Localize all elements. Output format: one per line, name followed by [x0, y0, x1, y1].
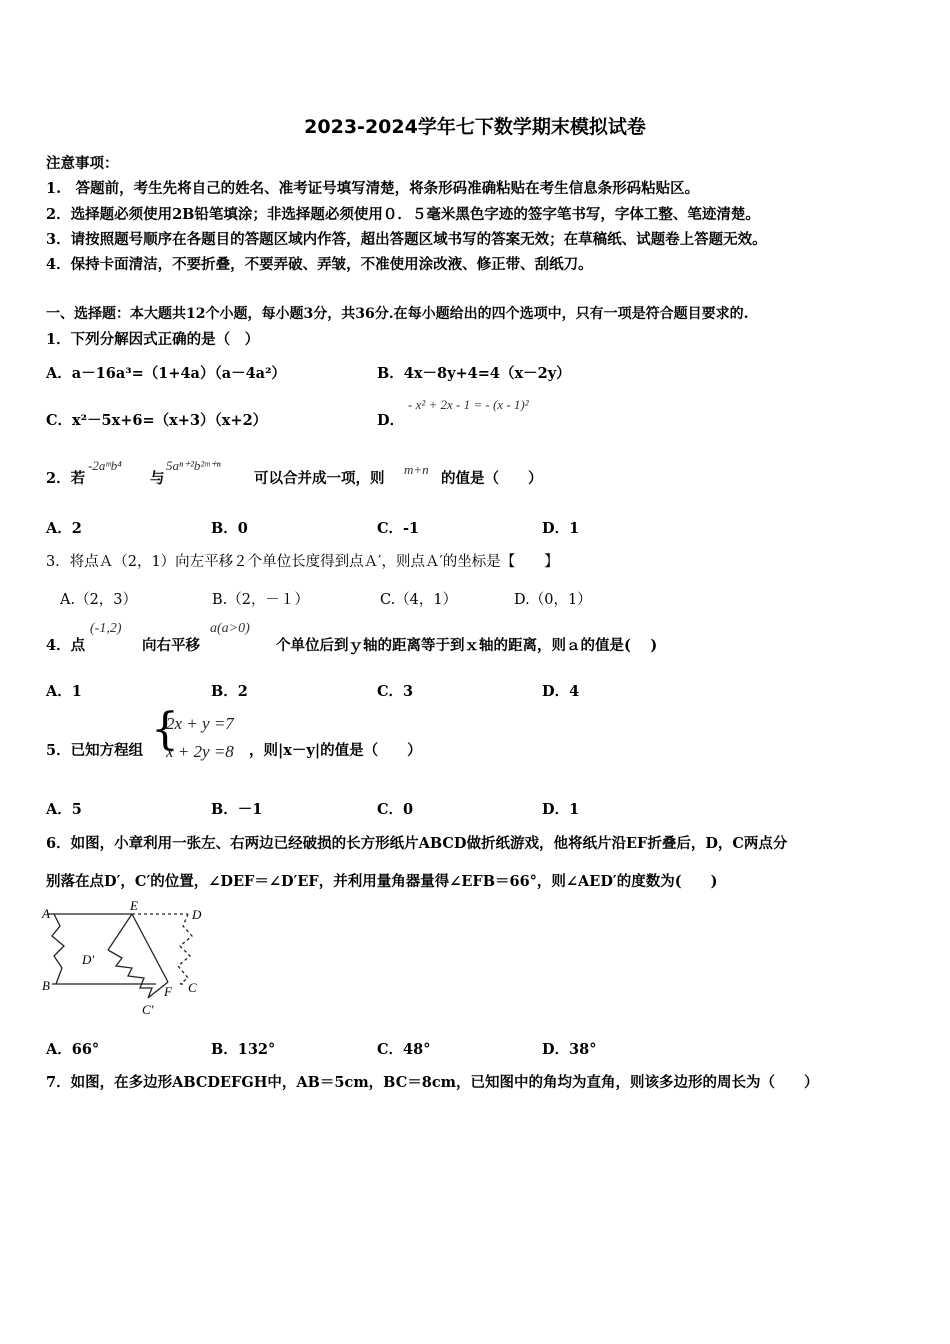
- q1-option-b: B．4x－8y+4=4（x－2y）: [377, 365, 571, 382]
- q5-stem-part2: ，则|x－y|的值是（ ）: [249, 742, 422, 759]
- q4-math-point: (-1,2): [90, 621, 122, 636]
- q2-math-term2: 5aⁿ⁺²b²ᵐ⁺ⁿ: [166, 458, 221, 473]
- q4-stem-part3: 个单位后到ｙ轴的距离等于到ｘ轴的距离，则ａ的值是( ): [276, 637, 658, 654]
- q6-figure-label-d-prime: D': [82, 952, 95, 967]
- q3-option-b: B.（2，－１）: [212, 592, 309, 608]
- q3-option-c: C.（4，1）: [380, 592, 458, 608]
- q2-math-term3: m+n: [404, 462, 429, 477]
- q5-stem-part1: 5．已知方程组: [46, 742, 144, 759]
- q2-stem-part4: 的值是（ ）: [441, 470, 543, 487]
- q4-option-c: C．3: [377, 683, 414, 700]
- q6-figure-label-c: C: [188, 980, 197, 995]
- q6-option-c: C．48°: [377, 1041, 431, 1058]
- notice-item-4: 4．保持卡面清洁，不要折叠，不要弄破、弄皱，不准使用涂改液、修正带、刮纸刀。: [46, 256, 593, 273]
- q3-option-d: D.（0，1）: [514, 592, 592, 608]
- notice-heading: 注意事项：: [46, 155, 119, 172]
- q5-option-d: D．1: [542, 801, 580, 818]
- q1-stem: 1．下列分解因式正确的是（ ）: [46, 331, 260, 348]
- q3-stem: 3．将点Ａ（2，1）向左平移２个单位长度得到点Ａ′，则点Ａ′的坐标是【 】: [46, 554, 559, 570]
- notice-item-1: 1. 答题前，考生先将自己的姓名、准考证号填写清楚，将条形码准确粘贴在考生信息条形码粘贴区。: [46, 180, 700, 197]
- q6-option-d: D．38°: [542, 1041, 597, 1058]
- q4-stem-part2: 向右平移: [142, 637, 200, 654]
- q6-figure-label-b: B: [42, 978, 50, 993]
- q6-figure-label-f: F: [164, 984, 172, 999]
- q2-math-term1: -2aᵐb⁴: [88, 458, 122, 473]
- q4-option-d: D．4: [542, 683, 580, 700]
- q5-option-a: A．5: [46, 801, 82, 818]
- q2-option-b: B．0: [211, 520, 248, 537]
- q4-math-a: a(a>0): [210, 621, 250, 636]
- q5-equation-2: x + 2y =8: [166, 742, 234, 761]
- q2-option-d: D．1: [542, 520, 580, 537]
- q2-option-c: C．-1: [377, 520, 420, 537]
- q4-option-a: A．1: [46, 683, 82, 700]
- q6-figure-label-e: E: [130, 898, 138, 913]
- q1-option-a: A．a－16a³=（1+4a）（a－4a²）: [46, 365, 286, 382]
- notice-item-2: 2．选择题必须使用2B铅笔填涂；非选择题必须使用０．５毫米黑色字迹的签字笔书写，字体工整、笔迹清楚。: [46, 206, 760, 223]
- q2-stem-part3: 可以合并成一项，则: [254, 470, 385, 487]
- section-header: 一、选择题：本大题共12个小题，每小题3分，共36分.在每小题给出的四个选项中，只有一项是符合题目要求的.: [46, 306, 749, 322]
- q6-option-b: B．132°: [211, 1041, 276, 1058]
- q6-figure-label-a: A: [42, 906, 50, 921]
- q1-option-d-math: - x² + 2x - 1 = - (x - 1)²: [408, 397, 529, 412]
- q5-option-c: C．0: [377, 801, 414, 818]
- q5-system-brace: {: [151, 704, 179, 755]
- q2-stem-part2: 与: [150, 470, 165, 487]
- q4-stem-part1: 4．点: [46, 637, 86, 654]
- page-title: 2023-2024学年七下数学期末模拟试卷: [304, 116, 646, 138]
- q6-figure-label-c-prime: C': [142, 1002, 154, 1017]
- q6-stem-line2: 别落在点D′，C′的位置，∠DEF＝∠D′EF，并利用量角器量得∠EFB＝66°，则∠AED′的度数为( ): [46, 873, 718, 890]
- q7-stem: 7．如图，在多边形ABCDEFGH中，AB＝5cm，BC＝8cm，已知图中的角均为直角，则该多边形的周长为（ ）: [46, 1074, 819, 1091]
- q6-folding-figure: [40, 898, 215, 1020]
- notice-item-3: 3．请按照题号顺序在各题目的答题区域内作答，超出答题区域书写的答案无效；在草稿纸、试题卷上答题无效。: [46, 231, 767, 248]
- q5-equation-1: 2x + y =7: [166, 714, 234, 733]
- q2-option-a: A．2: [46, 520, 82, 537]
- q1-option-d-label: D．: [377, 412, 405, 429]
- q6-stem-line1: 6．如图，小章利用一张左、右两边已经破损的长方形纸片ABCD做折纸游戏，他将纸片沿EF折叠后，D，C两点分: [46, 835, 788, 852]
- q5-option-b: B．－1: [211, 801, 263, 818]
- q6-figure-label-d: D: [192, 907, 202, 922]
- q3-option-a: A.（2，3）: [60, 592, 138, 608]
- q2-stem-part1: 2．若: [46, 470, 86, 487]
- q1-option-c: C．x²－5x+6=（x+3）（x+2）: [46, 412, 268, 429]
- q6-option-a: A．66°: [46, 1041, 100, 1058]
- q4-option-b: B．2: [211, 683, 248, 700]
